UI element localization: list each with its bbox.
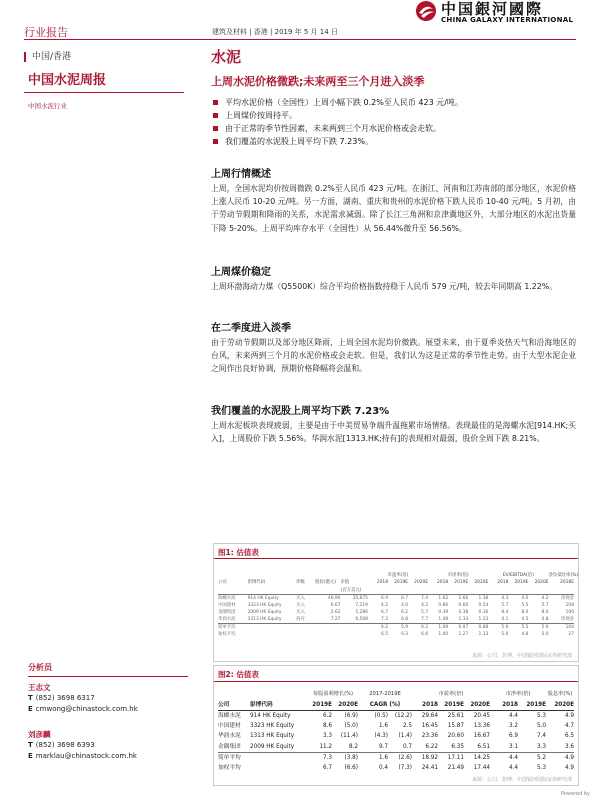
figure-1-title: 图1: 估值表 xyxy=(218,548,259,557)
table-cell: 21.49 xyxy=(447,764,465,771)
table-cell: 16.67 xyxy=(473,733,491,740)
analyst-email[interactable]: E cmwong@chinastock.com.hk xyxy=(28,705,138,713)
table-cell: (6.6) xyxy=(344,764,359,771)
key-point: 平均水泥价格（全国性）上周小幅下跌 0.2%至人民币 423 元/吨。 xyxy=(213,96,583,109)
table-cell: 1313 HK Equity xyxy=(247,617,282,623)
table-cell: 8.4 xyxy=(501,610,509,616)
table-cell: 18.92 xyxy=(412,752,438,763)
table-summary-row xyxy=(218,624,574,632)
table-cell: 1.6 xyxy=(378,722,389,729)
group-header: 市净率(倍) xyxy=(505,691,531,698)
analysts-title: 分析员 xyxy=(28,663,52,672)
table-body xyxy=(218,710,574,773)
table-cell: 1.48 xyxy=(438,617,449,623)
group-header: 股息率(%) xyxy=(547,691,573,698)
column-header: 2020E xyxy=(414,580,429,586)
table-cell: 3.3 xyxy=(322,733,332,740)
table-cell: 8.2 xyxy=(348,743,359,750)
table-cell: 14.25 xyxy=(464,752,490,763)
page-title: 水泥 xyxy=(211,48,242,66)
table-row xyxy=(218,609,574,616)
document-type: 行业报告 xyxy=(24,26,68,39)
column-header: 2018 xyxy=(497,580,509,586)
section-heading-stock-performance: 我们覆盖的水泥股上周平均下跌 7.23% xyxy=(211,406,390,417)
column-header: 2019E xyxy=(514,580,529,586)
summary-label: 加权平均 xyxy=(218,632,236,638)
table-cell: 0.7 xyxy=(402,743,413,750)
figure-valuation-table-2 xyxy=(213,665,579,786)
figure-2-source: 来源：公司、彭博、中国银河国际证券研究部 xyxy=(471,777,572,783)
sidebar-divider xyxy=(24,92,184,93)
table-cell: 6.5 xyxy=(381,632,388,638)
table-cell: 2.5 xyxy=(402,722,413,729)
table-cell: 4.8 xyxy=(521,632,529,638)
page-subtitle: 上周水泥价格微跌;未来两至三个月进入淡季 xyxy=(211,75,425,88)
table-cell: 5.2 xyxy=(518,752,546,763)
table-cell: 5.3 xyxy=(536,764,547,771)
table-cell: 6.22 xyxy=(425,743,439,750)
company-cell: 海螺水泥 xyxy=(218,594,248,602)
table-cell: 29.64 xyxy=(412,710,438,721)
table-cell: (7.3) xyxy=(398,764,413,771)
table-cell: 5.7 xyxy=(421,610,429,616)
table-cell: 净现金 xyxy=(560,617,574,623)
key-point: 上周煤价按周持平。 xyxy=(213,109,583,122)
table-row xyxy=(218,616,574,624)
section-body-low-season: 由于劳动节假期以及部分地区降雨，上周全国水泥均价微跌。展望未来，由于夏季炎热天气和沿海地区的台风，未来两到三个月的水泥价格或会走软。但是，我们认为这是正常的季节性走势。由于大型水泥企业之间作出良好协调，预期价格降幅将会温和。 xyxy=(211,338,576,374)
table-cell: 6.51 xyxy=(477,743,491,750)
table-cell: 16.45 xyxy=(421,722,439,729)
table-cell: 3323 HK Equity xyxy=(247,602,282,608)
analysts-divider xyxy=(28,676,188,677)
summary-label: 简单平均 xyxy=(218,624,248,632)
company-cell: 华润水泥 xyxy=(218,617,236,623)
table-cell: 17.11 xyxy=(438,752,464,763)
table-cell: 4.3 xyxy=(488,594,508,602)
group-header: 净负债比率(%) xyxy=(548,573,579,579)
table-cell: 1.23 xyxy=(478,617,489,623)
table-cell: 0.97 xyxy=(448,624,468,632)
table-cell: 5,286 xyxy=(355,610,368,616)
column-header: (百万美元) xyxy=(340,587,362,593)
group-header: 每股盈利增长(%) xyxy=(312,691,354,698)
table-row xyxy=(218,721,574,732)
table-cell: 3.1 xyxy=(508,743,519,750)
table-cell: 1.38 xyxy=(468,594,488,602)
table-cell: 27 xyxy=(568,632,574,638)
bullet-square-icon xyxy=(213,139,218,144)
table-cell: 5.5 xyxy=(508,624,528,632)
table-row xyxy=(218,602,574,609)
column-header: 2020E xyxy=(332,700,358,711)
table-cell: 1.66 xyxy=(448,594,468,602)
column-header: 彭博代码 xyxy=(250,700,308,711)
table-cell: 6.2 xyxy=(308,710,332,721)
analyst-phone: T (852) 3698 6393 xyxy=(28,741,95,749)
column-header: 2018 xyxy=(412,700,438,711)
table-row xyxy=(218,742,574,753)
column-header: 公司 xyxy=(218,580,227,586)
table-cell: 1313 HK Equity xyxy=(250,733,295,740)
table-cell: 7.4 xyxy=(536,733,547,740)
table-cell: 7.7 xyxy=(421,617,429,623)
column-header: 彭博代码 xyxy=(247,580,266,586)
table-cell: 3.3 xyxy=(536,743,547,750)
table-cell: 1.33 xyxy=(458,617,469,623)
industry-label: 中国水泥行业 xyxy=(28,102,67,110)
table-cell: 6.9 xyxy=(508,733,519,740)
bullet-square-icon xyxy=(213,113,218,118)
summary-label: 简单平均 xyxy=(218,752,250,763)
table-cell: 5.5 xyxy=(521,602,529,608)
group-header: 市盈率(倍) xyxy=(438,691,464,698)
galaxy-logo-icon xyxy=(415,0,437,22)
table-cell: 6.9 xyxy=(368,594,388,602)
table-cell: 4.4 xyxy=(490,752,518,763)
table-cell: 6.7 xyxy=(322,764,332,771)
table-cell: 4.9 xyxy=(546,752,574,763)
table-cell: 0.39 xyxy=(438,610,449,616)
column-header: 2018 xyxy=(490,700,518,711)
column-header: 2020E xyxy=(464,700,490,711)
table-cell: 5.0 xyxy=(541,632,549,638)
analyst-email[interactable]: E marklau@chinastock.com.hk xyxy=(28,752,137,760)
table-cell: 914 HK Equity xyxy=(250,710,308,721)
table-cell: 买入 xyxy=(296,602,305,608)
table-cell: 6.3 xyxy=(401,632,409,638)
company-cell: 海螺水泥 xyxy=(218,710,250,721)
table-cell: 6.2 xyxy=(368,624,388,632)
section-body-coal-price: 上周环渤海动力煤（Q5500K）综合平均价格指数持稳于人民币 579 元/吨，较去年同期高 1.22%。 xyxy=(211,282,557,291)
table-cell: 35,875 xyxy=(340,594,367,602)
column-header: 2018 xyxy=(437,580,449,586)
table-cell: 13.36 xyxy=(473,722,491,729)
table-cell: 3.6 xyxy=(564,743,575,750)
group-header: 市盈率(倍) xyxy=(387,573,409,579)
table-body xyxy=(218,594,574,638)
column-header: 2018 xyxy=(376,580,388,586)
table-cell: 4.9 xyxy=(546,710,574,721)
table-cell: 100 xyxy=(565,610,574,616)
section-body-stock-performance: 上周水泥板块表现疲弱，主要是由于中美贸易争端升温拖累市场情绪。表现最佳的是海螺水泥[914.HK;买入]，上周股价下跌 5.56%。华润水泥[1313.HK;持有]的表现相对最弱，股价全周下跌 8.21%。 xyxy=(211,421,576,444)
table-cell: 17.44 xyxy=(473,764,491,771)
figure-1-source: 来源：公司、彭博、中国银河国际证券研究部 xyxy=(471,653,572,659)
table-cell: 5.6 xyxy=(488,624,508,632)
table-cell: 20.60 xyxy=(447,733,465,740)
table-cell: 4.8 xyxy=(541,617,549,623)
column-header: 2020E xyxy=(546,700,574,711)
section-heading-low-season: 在二季度进入淡季 xyxy=(211,323,291,334)
table-cell: 0.38 xyxy=(458,610,469,616)
table-cell: 4.4 xyxy=(508,764,519,771)
table-cell: 4.7 xyxy=(564,722,575,729)
table-cell: 4.0 xyxy=(508,594,528,602)
table-cell: 8.6 xyxy=(322,722,332,729)
table-cell: 4.0 xyxy=(401,602,409,608)
column-header: 2019E xyxy=(454,580,469,586)
table-summary-row xyxy=(218,752,574,763)
column-header: 股价(港元) xyxy=(315,580,337,586)
table-summary-row xyxy=(218,763,574,774)
table-cell: 5.0 xyxy=(536,722,547,729)
table-cell: 46.90 xyxy=(315,594,340,602)
table-cell: 8.0 xyxy=(521,610,529,616)
column-header: 公司 xyxy=(218,700,250,711)
table-cell: 7.0 xyxy=(408,594,428,602)
analysts-panel xyxy=(28,662,198,762)
company-cell: 中国建材 xyxy=(218,722,241,729)
group-header: 市净率(倍) xyxy=(447,573,469,579)
section-heading-coal-price: 上周煤价稳定 xyxy=(211,267,271,278)
analyst-name: 王志文 xyxy=(28,683,51,692)
table-cell: (3.8) xyxy=(332,752,358,763)
table-cell: 买入 xyxy=(296,610,305,616)
table-cell: (11.4) xyxy=(340,733,359,740)
logo-name-cn: 中国銀河國際 xyxy=(441,0,544,18)
table-cell: 6.6 xyxy=(421,632,429,638)
table-cell: 5.0 xyxy=(501,632,509,638)
key-point: 我们覆盖的水泥股上周平均下跌 7.23%。 xyxy=(213,135,583,148)
table-cell: 5.6 xyxy=(528,624,548,632)
table-header-row xyxy=(218,579,574,586)
table-cell: 25.61 xyxy=(438,710,464,721)
report-name: 中国水泥周报 xyxy=(28,73,107,88)
table-cell: 0.60 xyxy=(458,602,469,608)
table-cell: 9.7 xyxy=(378,743,389,750)
table-cell: 1.09 xyxy=(428,624,448,632)
table-cell: 914 HK Equity xyxy=(248,594,297,602)
column-header: 评级 xyxy=(296,580,305,586)
table-cell: 4.1 xyxy=(501,617,509,623)
table-cell: 净现金 xyxy=(549,594,574,602)
table-header-row xyxy=(218,587,574,595)
column-header: 2020E xyxy=(534,580,549,586)
table-cell: (2.6) xyxy=(388,752,412,763)
table-cell: 买入 xyxy=(296,594,315,602)
table-cell: 2.62 xyxy=(330,610,341,616)
column-header: 2019E xyxy=(308,700,332,711)
table-group-header-row xyxy=(218,572,574,579)
valuation-table-1 xyxy=(218,572,579,638)
table-cell: (4.3) xyxy=(374,733,389,740)
figure-1-rule xyxy=(214,558,578,559)
table-cell: 7.3 xyxy=(308,752,332,763)
table-cell: 0.54 xyxy=(478,602,489,608)
table-row xyxy=(218,731,574,742)
table-header-row xyxy=(218,700,574,711)
table-cell: 15.87 xyxy=(447,722,465,729)
table-cell: 5.9 xyxy=(388,624,408,632)
column-header: 市值 xyxy=(340,580,350,586)
column-header: 2020E xyxy=(474,580,489,586)
figure-valuation-table-1 xyxy=(213,543,579,662)
table-cell: 5.7 xyxy=(501,602,509,608)
region-label: 中国/香港 xyxy=(24,52,71,62)
table-cell: 7.3 xyxy=(381,617,388,623)
figure-2-title: 图2: 估值表 xyxy=(218,670,259,679)
group-header: 2017-2019E xyxy=(369,691,401,698)
footer-powered-by: Powered by xyxy=(561,791,590,797)
table-cell: 104 xyxy=(549,624,574,632)
table-cell: 4.2 xyxy=(381,602,388,608)
section-heading-market-overview: 上周行情概述 xyxy=(211,169,271,180)
table-cell: 6.8 xyxy=(401,617,409,623)
summary-label: 加权平均 xyxy=(218,764,241,771)
table-cell: 0.36 xyxy=(478,610,489,616)
key-points-list xyxy=(213,96,583,148)
table-cell: 7.27 xyxy=(330,617,341,623)
table-cell: 4.9 xyxy=(564,764,575,771)
key-point: 由于正常的季节性因素，未来两到三个月水泥价格或会走软。 xyxy=(213,122,583,135)
table-cell: 24.41 xyxy=(421,764,439,771)
table-cell: 6.7 xyxy=(381,610,388,616)
table-summary-row xyxy=(218,631,574,638)
analyst-phone: T (852) 3698 6317 xyxy=(28,694,95,702)
table-cell: 108 xyxy=(565,602,574,608)
table-row xyxy=(218,594,574,602)
table-cell: 1.27 xyxy=(458,632,469,638)
table-cell: 4.4 xyxy=(490,710,518,721)
table-group-header-row xyxy=(218,689,574,700)
table-cell: 1.40 xyxy=(438,632,449,638)
table-cell: 5.3 xyxy=(518,710,546,721)
table-row xyxy=(218,710,574,721)
table-cell: (0.5) xyxy=(358,710,388,721)
table-cell: 6.5 xyxy=(564,733,575,740)
company-logo xyxy=(415,0,595,28)
figure-2-rule xyxy=(214,681,578,682)
column-header: 2019E xyxy=(438,700,464,711)
table-cell: 20.45 xyxy=(464,710,490,721)
table-cell: 4.5 xyxy=(521,617,529,623)
column-header: CAGR (%) xyxy=(358,700,412,711)
header-meta: 建筑及材料 | 香港 | 2019 年 5 月 14 日 xyxy=(212,28,338,36)
table-cell: 7,219 xyxy=(355,602,368,608)
table-cell: 持有 xyxy=(296,617,305,623)
table-cell: 3.2 xyxy=(508,722,519,729)
table-cell: 6.35 xyxy=(451,743,465,750)
table-cell: 4.2 xyxy=(528,594,548,602)
table-cell: 1.62 xyxy=(428,594,448,602)
analyst-name: 刘彦麟 xyxy=(28,730,51,739)
table-cell: 0.88 xyxy=(468,624,488,632)
table-cell: 2009 HK Equity xyxy=(250,743,295,750)
table-cell: 6.67 xyxy=(330,602,341,608)
table-cell: 8.0 xyxy=(541,610,549,616)
logo-name-en: CHINA GALAXY INTERNATIONAL xyxy=(441,16,574,24)
table-cell: (1.4) xyxy=(398,733,413,740)
table-cell: 4.2 xyxy=(421,602,429,608)
column-header: 2019E xyxy=(394,580,409,586)
table-cell: 1.13 xyxy=(478,632,489,638)
table-cell: (12.2) xyxy=(388,710,412,721)
company-cell: 华润水泥 xyxy=(218,733,241,740)
group-header: EV/EBITDA(倍) xyxy=(502,573,534,579)
table-cell: 6,508 xyxy=(355,617,368,623)
column-header: 2019E xyxy=(518,700,546,711)
table-cell: 6.2 xyxy=(401,610,409,616)
company-cell: 金隅集团 xyxy=(218,743,241,750)
table-cell: 11.2 xyxy=(319,743,332,750)
table-cell: 3323 HK Equity xyxy=(250,722,295,729)
table-cell: (5.0) xyxy=(344,722,359,729)
header-divider xyxy=(24,39,576,40)
section-body-market-overview: 上周，全国水泥均价按周微跌 0.2%至人民币 423 元/吨。在浙江、河南和江苏南部的部分地区，水泥价格上涨人民币 10-20 元/吨。另一方面，湖南、重庆和贵州的水泥价格下跌人民币 10-40 元/吨。5 月初，由于劳动节假期和降雨的关系，水泥需求减弱。除了长江三角洲和京津冀地区外，大部分地区的水泥出货量下降 5-20%。上周平均库存水平（全国性）从 56.44%微升至 56.56%。 xyxy=(211,184,576,233)
table-cell: 0.86 xyxy=(438,602,449,608)
bullet-square-icon xyxy=(213,126,218,131)
table-cell: 23.36 xyxy=(421,733,439,740)
table-cell: 6.7 xyxy=(388,594,408,602)
company-cell: 中国建材 xyxy=(218,602,236,608)
table-cell: 1.6 xyxy=(358,752,388,763)
table-cell: (6.9) xyxy=(332,710,358,721)
company-cell: 金隅集团 xyxy=(218,610,236,616)
table-cell: 6.2 xyxy=(408,624,428,632)
table-cell: 5.7 xyxy=(541,602,549,608)
table-cell: 0.4 xyxy=(378,764,389,771)
table-cell: 2009 HK Equity xyxy=(247,610,282,616)
bullet-square-icon xyxy=(213,100,218,105)
valuation-table-2 xyxy=(218,689,574,773)
column-header: 2018E xyxy=(560,580,574,586)
